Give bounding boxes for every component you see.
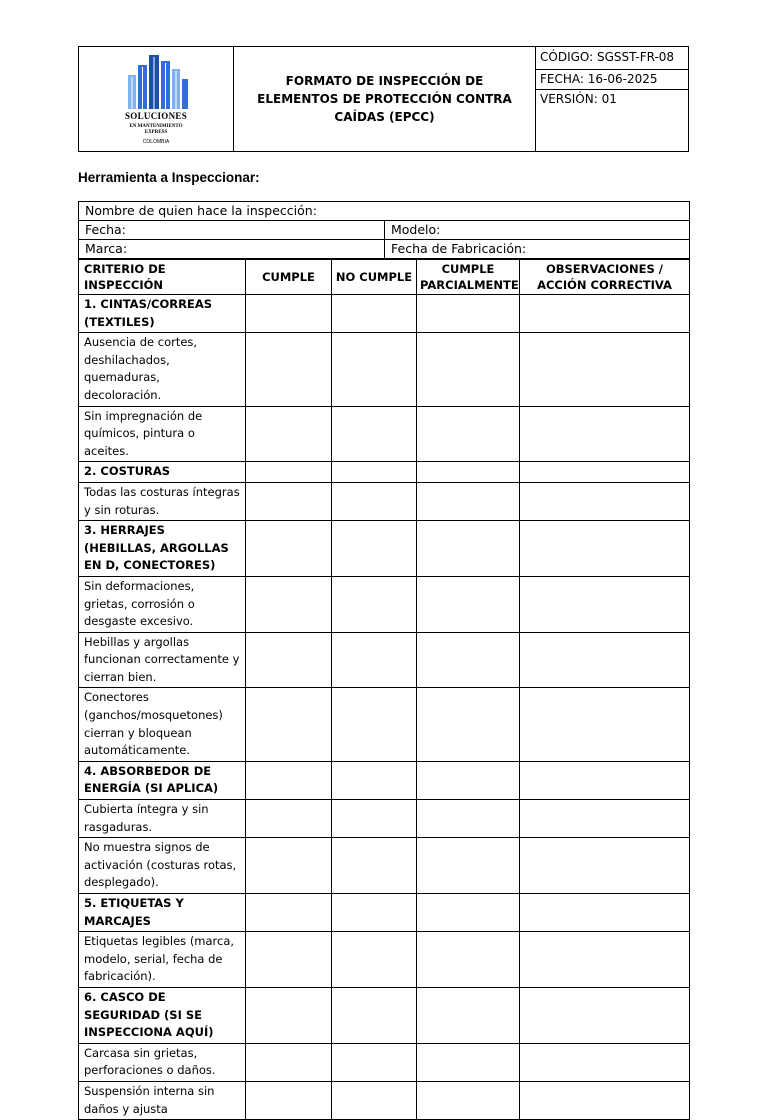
logo-line3: EXPRESS [144,130,168,135]
no-cumple-cell[interactable] [332,761,417,799]
section-row [79,761,690,799]
observaciones-cell[interactable] [520,894,690,932]
cumple-cell[interactable] [246,462,332,483]
section-title: Herramienta a Inspeccionar: [78,170,260,185]
column-header: OBSERVACIONES / ACCIÓN CORRECTIVA [520,260,690,295]
table-row [79,632,690,688]
no-cumple-cell[interactable] [332,987,417,1043]
criterion-text: Etiquetas legibles (marca, modelo, serial, fecha de fabricación). [79,932,246,988]
table-row [79,1081,690,1119]
section-heading: 3. HERRAJES (HEBILLAS, ARGOLLAS EN D, CONECTORES) [79,521,246,577]
criterion-text: Sin deformaciones, grietas, corrosión o desgaste excesivo. [79,576,246,632]
section-heading: 4. ABSORBEDOR DE ENERGÍA (SI APLICA) [79,761,246,799]
cumple-parcialmente-cell[interactable] [417,761,520,799]
column-header: NO CUMPLE [332,260,417,295]
section-heading: 6. CASCO DE SEGURIDAD (SI SE INSPECCIONA AQUÍ) [79,987,246,1043]
observaciones-cell[interactable] [520,1081,690,1119]
cumple-cell[interactable] [246,406,332,462]
table-header-row [79,260,690,295]
criterion-text: Ausencia de cortes, deshilachados, quemaduras, decoloración. [79,333,246,406]
no-cumple-cell[interactable] [332,576,417,632]
section-row [79,894,690,932]
no-cumple-cell[interactable] [332,1043,417,1081]
table-row [79,932,690,988]
cumple-parcialmente-cell[interactable] [417,987,520,1043]
cumple-cell[interactable] [246,333,332,406]
observaciones-cell[interactable] [520,688,690,761]
no-cumple-cell[interactable] [332,295,417,333]
criterion-text: Todas las costuras íntegras y sin roturas. [79,482,246,520]
inspection-table [78,259,690,1120]
cumple-cell[interactable] [246,1081,332,1119]
column-header: CUMPLE [246,260,332,295]
cumple-cell[interactable] [246,632,332,688]
cumple-cell[interactable] [246,894,332,932]
section-row [79,521,690,577]
table-row [79,406,690,462]
cumple-parcialmente-cell[interactable] [417,333,520,406]
criterion-text: No muestra signos de activación (costuras rotas, desplegado). [79,838,246,894]
section-row [79,987,690,1043]
section-row [79,462,690,483]
table-row [79,688,690,761]
criterion-text: Suspensión interna sin daños y ajusta [79,1081,246,1119]
cumple-cell[interactable] [246,1043,332,1081]
cumple-parcialmente-cell[interactable] [417,632,520,688]
section-row [79,295,690,333]
cumple-cell[interactable] [246,932,332,988]
document-title: FORMATO DE INSPECCIÓN DE ELEMENTOS DE PROTECCIÓN CONTRA CAÍDAS (EPCC) [234,47,536,151]
no-cumple-cell[interactable] [332,838,417,894]
observaciones-cell[interactable] [520,576,690,632]
cumple-cell[interactable] [246,482,332,520]
company-logo [79,47,234,151]
observaciones-cell[interactable] [520,406,690,462]
document-version: VERSIÓN: 01 [540,92,617,106]
no-cumple-cell[interactable] [332,688,417,761]
cumple-parcialmente-cell[interactable] [417,482,520,520]
cumple-parcialmente-cell[interactable] [417,894,520,932]
model-field[interactable]: Modelo: [385,221,690,240]
no-cumple-cell[interactable] [332,632,417,688]
criterion-text: Cubierta íntegra y sin rasgaduras. [79,800,246,838]
observaciones-cell[interactable] [520,295,690,333]
section-heading: 5. ETIQUETAS Y MARCAJES [79,894,246,932]
cumple-parcialmente-cell[interactable] [417,462,520,483]
document-header [78,46,689,152]
cumple-cell[interactable] [246,838,332,894]
no-cumple-cell[interactable] [332,482,417,520]
brand-field[interactable]: Marca: [79,240,385,259]
cumple-cell[interactable] [246,761,332,799]
cumple-parcialmente-cell[interactable] [417,932,520,988]
section-heading: 1. CINTAS/CORREAS (TEXTILES) [79,295,246,333]
no-cumple-cell[interactable] [332,521,417,577]
observaciones-cell[interactable] [520,761,690,799]
column-header: CUMPLE PARCIALMENTE [417,260,520,295]
cumple-parcialmente-cell[interactable] [417,521,520,577]
no-cumple-cell[interactable] [332,894,417,932]
info-table [78,201,690,259]
no-cumple-cell[interactable] [332,333,417,406]
table-row [79,838,690,894]
criterion-text: Hebillas y argollas funcionan correctamente y cierran bien. [79,632,246,688]
column-header: CRITERIO DE INSPECCIÓN [79,260,246,295]
criterion-text: Conectores (ganchos/mosquetones) cierran y bloquean automáticamente. [79,688,246,761]
cumple-cell[interactable] [246,987,332,1043]
no-cumple-cell[interactable] [332,800,417,838]
cumple-parcialmente-cell[interactable] [417,838,520,894]
cumple-parcialmente-cell[interactable] [417,1043,520,1081]
observaciones-cell[interactable] [520,838,690,894]
table-row [79,1043,690,1081]
inspector-field[interactable]: Nombre de quien hace la inspección: [79,202,690,221]
observaciones-cell[interactable] [520,462,690,483]
observaciones-cell[interactable] [520,333,690,406]
observaciones-cell[interactable] [520,1043,690,1081]
criterion-text: Carcasa sin grietas, perforaciones o daños. [79,1043,246,1081]
observaciones-cell[interactable] [520,932,690,988]
cumple-cell[interactable] [246,295,332,333]
document-meta [536,47,688,151]
no-cumple-cell[interactable] [332,932,417,988]
cumple-parcialmente-cell[interactable] [417,295,520,333]
logo-line4: COLOMBIA [142,139,170,145]
observaciones-cell[interactable] [520,632,690,688]
cumple-parcialmente-cell[interactable] [417,406,520,462]
no-cumple-cell[interactable] [332,462,417,483]
logo-name: SOLUCIONES [124,111,188,121]
cumple-cell[interactable] [246,576,332,632]
observaciones-cell[interactable] [520,482,690,520]
document-code: CÓDIGO: SGSST-FR-08 [536,47,688,70]
manufacture-date-field[interactable]: Fecha de Fabricación: [385,240,690,259]
cumple-parcialmente-cell[interactable] [417,576,520,632]
observaciones-cell[interactable] [520,521,690,577]
no-cumple-cell[interactable] [332,1081,417,1119]
cumple-cell[interactable] [246,521,332,577]
logo-line2: EN MANTENIMIENTO [129,124,183,129]
table-row [79,576,690,632]
cumple-parcialmente-cell[interactable] [417,800,520,838]
criterion-text: Sin impregnación de químicos, pintura o aceites. [79,406,246,462]
observaciones-cell[interactable] [520,987,690,1043]
table-row [79,800,690,838]
cumple-parcialmente-cell[interactable] [417,1081,520,1119]
buildings-logo-icon [106,51,206,147]
observaciones-cell[interactable] [520,800,690,838]
cumple-cell[interactable] [246,688,332,761]
document-date: FECHA: 16-06-2025 [536,70,688,90]
no-cumple-cell[interactable] [332,406,417,462]
cumple-parcialmente-cell[interactable] [417,688,520,761]
table-row [79,333,690,406]
date-field[interactable]: Fecha: [79,221,385,240]
section-heading: 2. COSTURAS [79,462,246,483]
cumple-cell[interactable] [246,800,332,838]
table-row [79,482,690,520]
